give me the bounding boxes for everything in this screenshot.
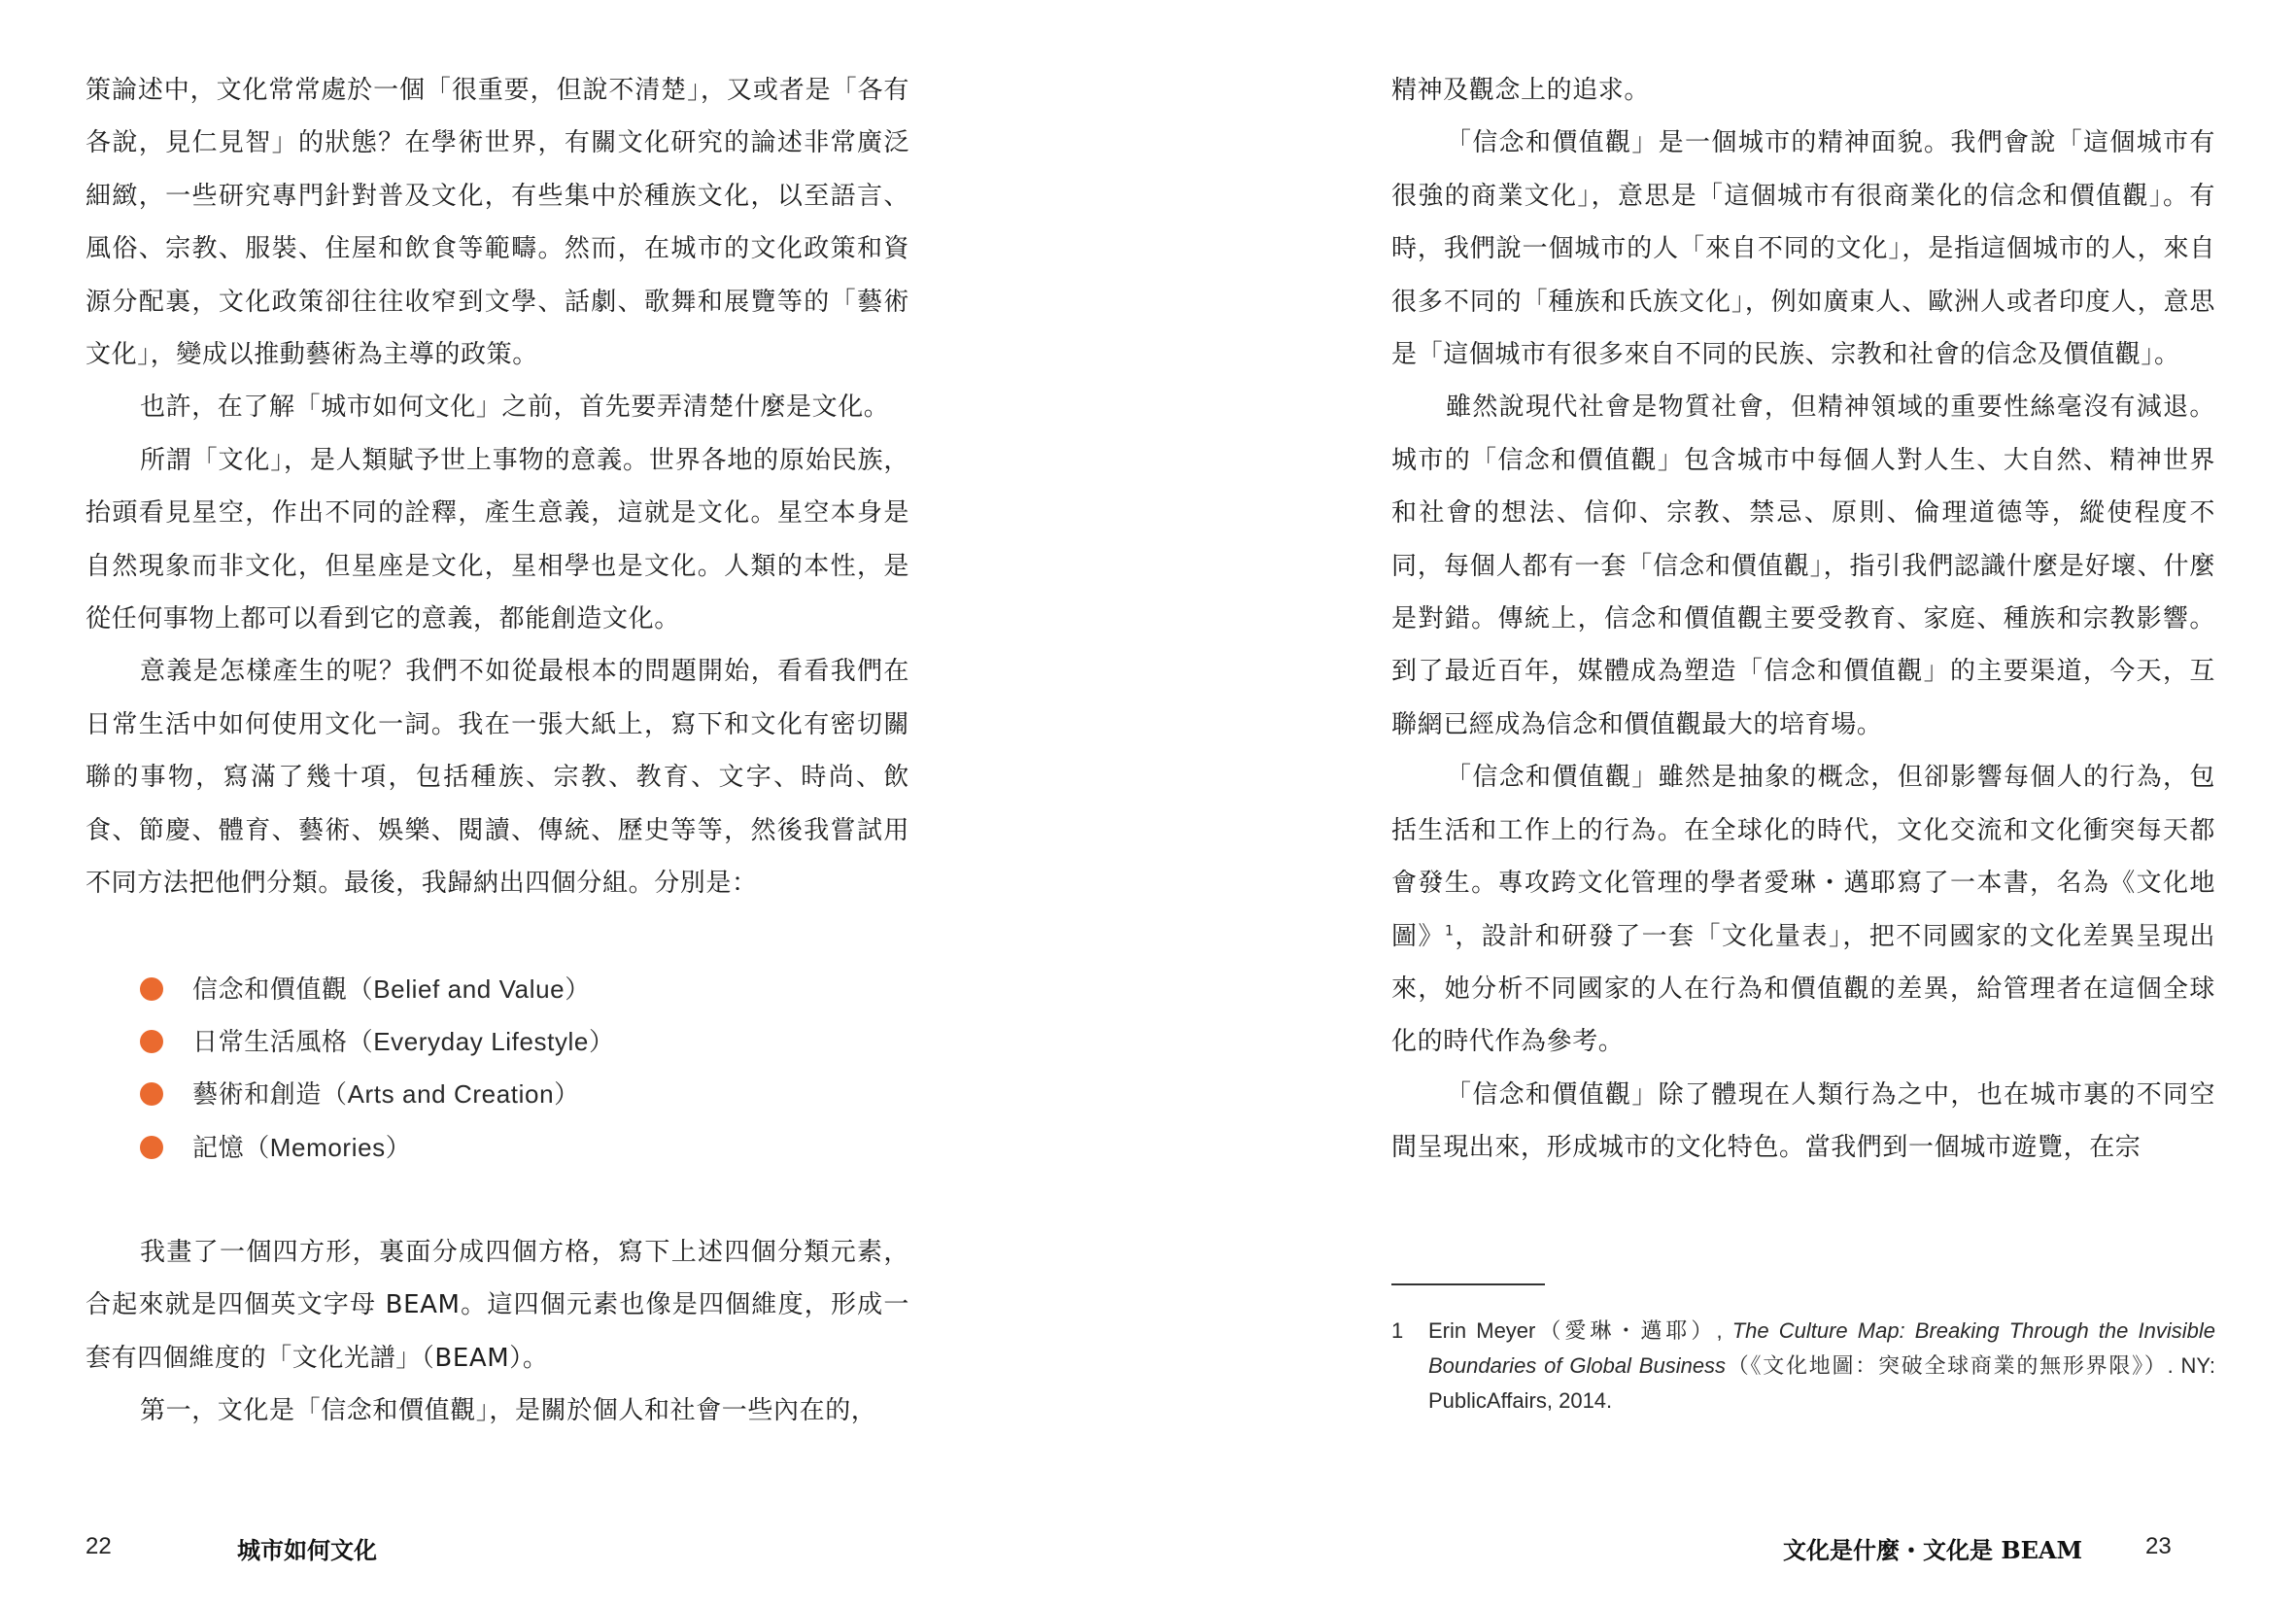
footnote-number: 1 — [1391, 1318, 1404, 1343]
list-item-label: 信念和價值觀（Belief and Value） — [192, 974, 591, 1004]
left-page-body — [86, 64, 909, 1438]
orange-dot-icon — [140, 1030, 163, 1053]
paragraph: 第一，文化是「信念和價值觀」，是關於個人和社會一些內在的， — [140, 1396, 877, 1426]
paragraph: 「信念和價值觀」是一個城市的精神面貌。我們會說「這個城市有很強的商業文化」，意思是「這個城市有很商業化的信念和價值觀」。有時，我們說一個城市的人「來自不同的文化」，是指這個城市的人，來自很多不同的「種族和氏族文化」，例如廣東人、歐洲人或者印度人，意思是「這個城市有很多來自不同的民族、宗教和社會的信念及價值觀」。 — [1391, 128, 2215, 370]
paragraph: 「信念和價值觀」除了體現在人類行為之中，也在城市裏的不同空間呈現出來，形成城市的文化特色。當我們到一個城市遊覽，在宗 — [1391, 1079, 2215, 1163]
paragraph: 精神及觀念上的追求。 — [1391, 76, 1651, 105]
paragraph-text: 「信念和價值觀」雖然是抽象的概念，但卻影響每個人的行為，包括生活和工作上的行為。在全球化的時代，文化交流和文化衝突每天都會發生。專攻跨文化管理的學者愛琳・邁耶寫了一本書，名為《文化地圖》 — [1391, 763, 2215, 951]
footnote-book-title: The Culture Map: Breaking Through the Invisible Boundaries of Global Business — [1428, 1318, 2215, 1378]
right-page-body — [1391, 64, 2215, 1175]
footnote — [1391, 1314, 2215, 1419]
paragraph: 所謂「文化」，是人類賦予世上事物的意義。世界各地的原始民族，抬頭看見星空，作出不同的詮釋，產生意義，這就是文化。星空本身是自然現象而非文化，但星座是文化，星相學也是文化。人類的本性，是從任何事物上都可以看到它的意義，都能創造文化。 — [86, 445, 909, 634]
paragraph: 意義是怎樣產生的呢？我們不如從最根本的問題開始，看看我們在日常生活中如何使用文化一詞。我在一張大紙上，寫下和文化有密切關聯的事物，寫滿了幾十項，包括種族、宗教、教育、文字、時尚、飲食、節慶、體育、藝術、娛樂、閱讀、傳統、歷史等等，然後我嘗試用不同方法把他們分類。最後，我歸納出四個分組。分別是： — [86, 657, 909, 899]
paragraph-text: ，設計和研發了一套「文化量表」，把不同國家的文化差異呈現出來，她分析不同國家的人在行為和價值觀的差異，給管理者在這個全球化的時代作為參考。 — [1391, 921, 2215, 1057]
paragraph: 雖然說現代社會是物質社會，但精神領域的重要性絲毫沒有減退。城市的「信念和價值觀」包含城市中每個人對人生、大自然、精神世界和社會的想法、信仰、宗教、禁忌、原則、倫理道德等，縱使程度不同，每個人都有一套「信念和價值觀」，指引我們認識什麼是好壞、什麼是對錯。傳統上，信念和價值觀主要受教育、家庭、種族和宗教影響。到了最近百年，媒體成為塑造「信念和價值觀」的主要渠道，今天，互聯網已經成為信念和價值觀最大的培育場。 — [1391, 393, 2215, 739]
orange-dot-icon — [140, 1082, 163, 1106]
footnote-author: Erin Meyer（愛琳・邁耶）, — [1428, 1318, 1732, 1343]
footnote-reference[interactable]: 1 — [1444, 922, 1455, 939]
beam-category-list — [86, 963, 909, 1175]
list-item-label: 日常生活風格（Everyday Lifestyle） — [192, 1026, 615, 1056]
right-page — [1148, 0, 2296, 1607]
paragraph — [1391, 751, 2215, 1068]
list-item-label: 藝術和創造（Arts and Creation） — [192, 1079, 580, 1110]
list-item — [86, 963, 909, 1015]
list-item — [86, 1015, 909, 1068]
paragraph: 我畫了一個四方形，裏面分成四個方格，寫下上述四個分類元素，合起來就是四個英文字母 BEAM。這四個元素也像是四個維度，形成一套有四個維度的「文化光譜」（BEAM）。 — [86, 1238, 909, 1373]
orange-dot-icon — [140, 1136, 163, 1159]
orange-dot-icon — [140, 977, 163, 1001]
paragraph: 策論述中，文化常常處於一個「很重要，但說不清楚」，又或者是「各有各說，見仁見智」的狀態？在學術世界，有關文化研究的論述非常廣泛細緻，一些研究專門針對普及文化，有些集中於種族文化，以至語言、風俗、宗教、服裝、住屋和飲食等範疇。然而，在城市的文化政策和資源分配裏，文化政策卻往往收窄到文學、話劇、歌舞和展覽等的「藝術文化」，變成以推動藝術為主導的政策。 — [86, 76, 909, 370]
running-title: 城市如何文化 — [237, 1537, 377, 1564]
footnote-text — [1428, 1314, 2215, 1419]
footnote-divider — [1391, 1283, 1545, 1285]
page-number: 22 — [86, 1533, 112, 1559]
page-number: 23 — [2145, 1533, 2172, 1559]
list-item — [86, 1068, 909, 1120]
running-title: 文化是什麼・文化是 BEAM — [1783, 1536, 2083, 1564]
paragraph: 也許，在了解「城市如何文化」之前，首先要弄清楚什麼是文化。 — [140, 393, 890, 423]
list-item — [86, 1121, 909, 1174]
footnote-publication: （《文化地圖：突破全球商業的無形界限》）. NY: PublicAffairs, 2014. — [1428, 1353, 2215, 1413]
list-item-label: 記憶（Memories） — [192, 1132, 412, 1162]
